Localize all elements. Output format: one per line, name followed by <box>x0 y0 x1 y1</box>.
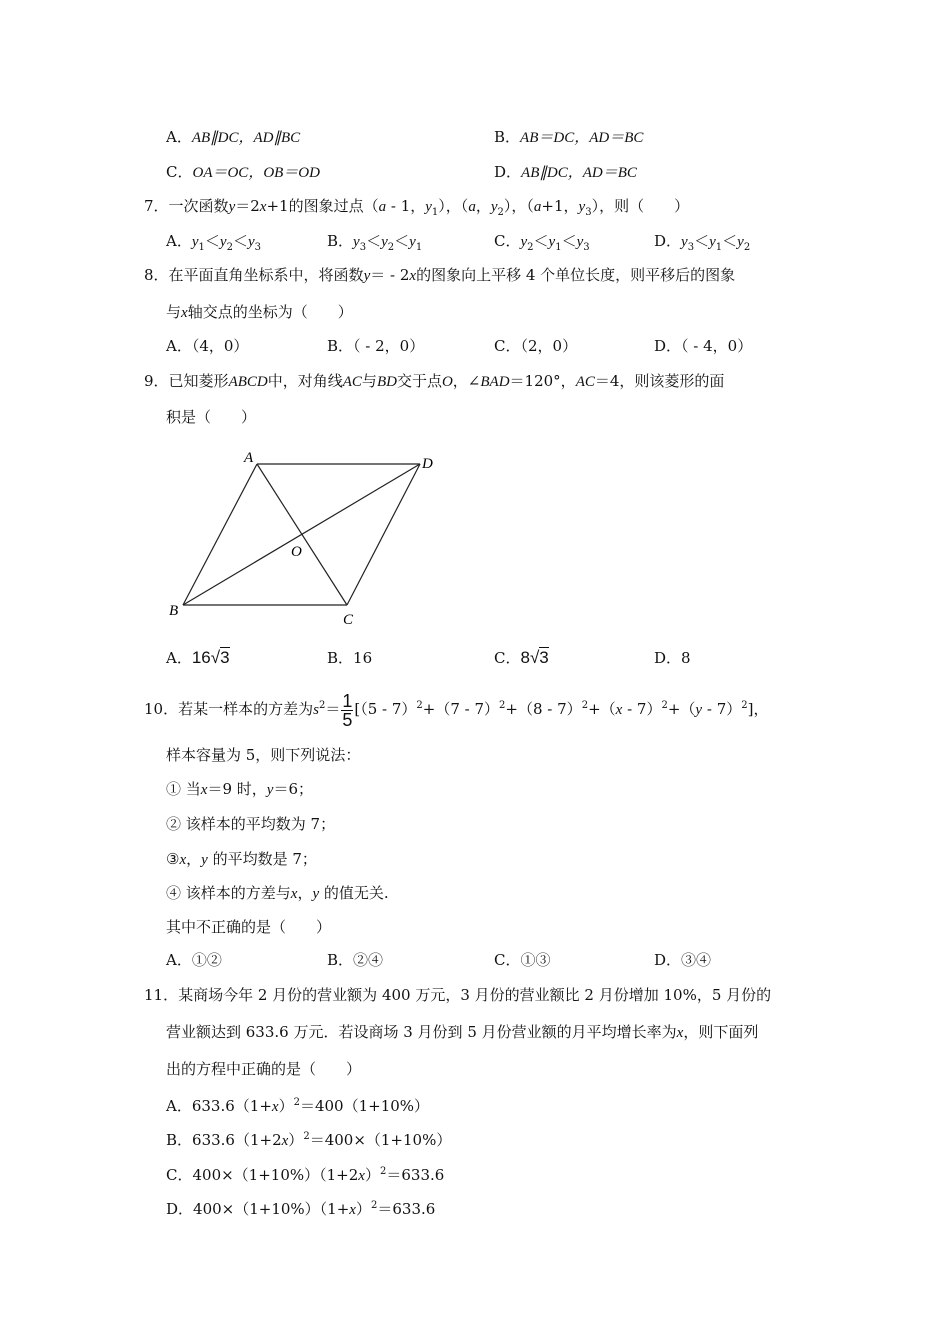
label-b: B <box>169 603 179 619</box>
q6-option-d: D．AB∥DC，AD＝BC <box>494 163 637 181</box>
q7-option-a: A．$y_1<y_2<y_3$ <box>166 232 262 253</box>
q9-stem-line2: 积是（ ） <box>166 408 257 426</box>
fraction-one-fifth: $\frac{1}{5}$ <box>342 690 353 730</box>
diagonal-bd <box>183 464 420 605</box>
q11-option-d: D．$400\times(1+10\%)(1+x)^2=633.6$ <box>166 1200 436 1218</box>
q9-option-b: B．16 <box>327 649 373 667</box>
q7-option-d: D．$y_3<y_1<y_2$ <box>654 232 751 253</box>
label-d: D <box>422 456 433 472</box>
rhombus-figure <box>160 445 450 630</box>
q7-option-c: C．$y_2<y_1<y_3$ <box>494 232 590 253</box>
q10-statement-1: ① 当x＝9 时，y＝6； <box>166 780 313 798</box>
q11-stem-line2: 营业额达到 633.6 万元．若设商场 3 月份到 5 月份营业额的月平均增长率为x，则下面列 <box>166 1023 759 1041</box>
label-c: C <box>343 612 354 628</box>
q11-option-a: A．$633.6(1+x)^2=400(1+10\%)$ <box>166 1097 430 1115</box>
q10-stem-line2: 样本容量为 5，则下列说法： <box>166 746 361 764</box>
q8-option-b: B．（ - 2，0） <box>327 337 425 355</box>
q8-stem-line2: 与x轴交点的坐标为（ ） <box>166 303 353 321</box>
q10-option-d: D．③④ <box>654 951 712 969</box>
q6-option-c: C．OA＝OC，OB＝OD <box>166 163 320 181</box>
q7-stem: 7．一次函数y＝2x+1的图象过点（a - 1，$y_1$），（a，$y_2$），（a+1，$y_3$），则（ ） <box>144 197 690 218</box>
q10-statement-3: ③x，y 的平均数是 7； <box>166 850 317 868</box>
q10-option-c: C．①③ <box>494 951 551 969</box>
q11-stem-line3: 出的方程中正确的是（ ） <box>166 1060 362 1078</box>
q9-option-d: D．8 <box>654 649 691 667</box>
q9-option-c: C．8√3 <box>494 648 549 667</box>
q10-statement-2: ② 该样本的平均数为 7； <box>166 815 336 833</box>
q10-statement-4: ④ 该样本的方差与x，y 的值无关. <box>166 884 389 902</box>
q9-stem-line1: 9．已知菱形ABCD中，对角线AC与BD交于点O，∠BAD＝120°，AC＝4，则该菱形的面 <box>144 372 725 390</box>
q8-option-a: A．（4，0） <box>166 337 249 355</box>
q6-option-b: B．AB＝DC，AD＝BC <box>494 128 644 146</box>
q11-option-c: C．$400\times(1+10\%)(1+2x)^2=633.6$ <box>166 1166 445 1184</box>
q8-stem-line1: 8．在平面直角坐标系中，将函数y＝ - 2x的图象向上平移 4 个单位长度，则平移后的图象 <box>144 266 736 284</box>
side-ab <box>183 464 257 605</box>
q9-option-a: A．16√3 <box>166 648 230 667</box>
q10-option-a: A．①② <box>166 951 222 969</box>
q10-stem-line1: 10．若某一样本的方差为$s^2=$ $\frac{1}{5}$ [（5 - 7）$^2$+（7 - 7）$^2$+（8 - 7）$^2$+（x - 7）$^2$+（y - 7）$^2$]， <box>144 690 769 730</box>
q8-option-d: D．（ - 4，0） <box>654 337 753 355</box>
q7-option-b: B．$y_3<y_2<y_1$ <box>327 232 423 253</box>
label-o: O <box>291 544 302 560</box>
q10-option-b: B．②④ <box>327 951 384 969</box>
q6-option-a: A．AB∥DC，AD∥BC <box>166 128 301 146</box>
q11-option-b: B．$633.6(1+2x)^2=400\times(1+10\%)$ <box>166 1131 452 1149</box>
label-a: A <box>244 450 254 466</box>
q8-option-c: C．（2，0） <box>494 337 578 355</box>
q10-question: 其中不正确的是（ ） <box>166 918 332 936</box>
q11-stem-line1: 11．某商场今年 2 月份的营业额为 400 万元，3 月份的营业额比 2 月份增加 10%，5 月份的 <box>144 986 772 1004</box>
